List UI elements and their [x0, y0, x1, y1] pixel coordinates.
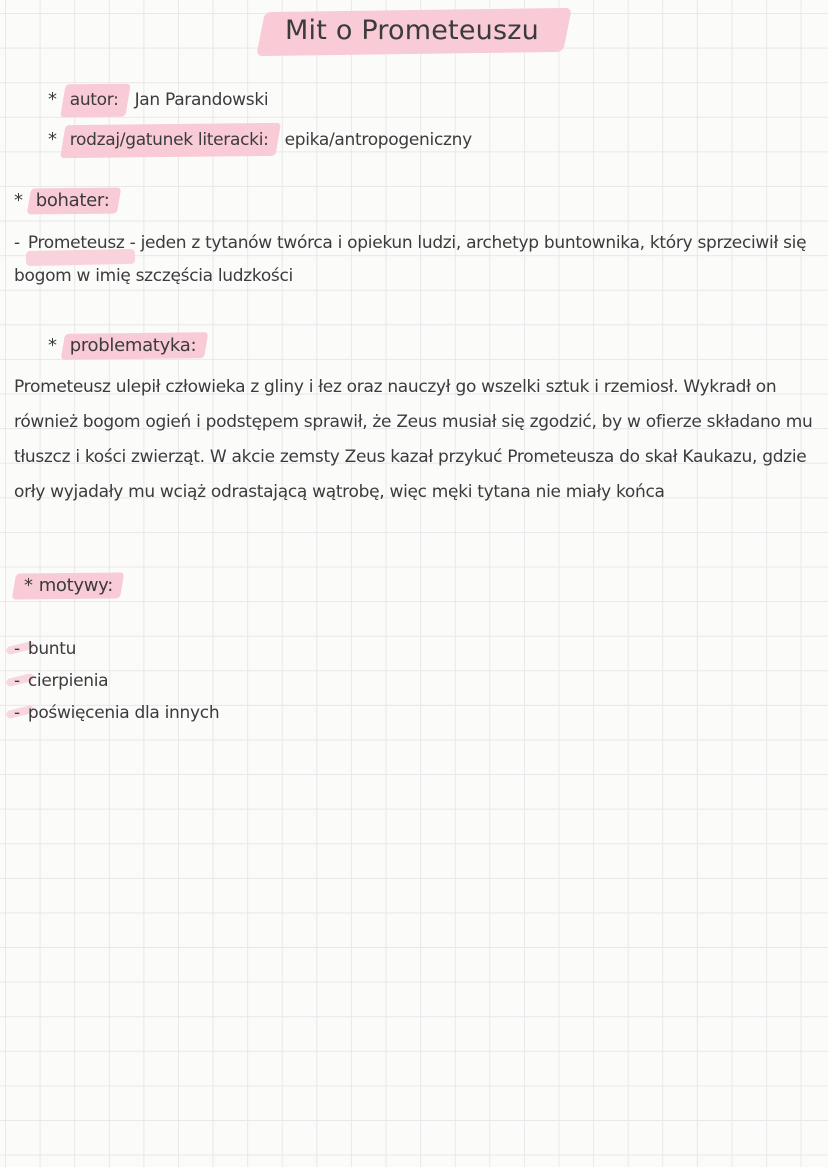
asterisk-marker: * [48, 335, 57, 356]
author-line [48, 84, 472, 124]
list-item [14, 636, 219, 668]
motifs-list [14, 636, 219, 732]
genre-label: rodzaj/gatunek literacki: [69, 130, 269, 150]
motif-label: poświęcenia dla innych [27, 703, 220, 723]
dash-marker: - [14, 703, 20, 723]
author-label-highlight [63, 84, 128, 117]
meta-block [48, 84, 472, 164]
issues-heading-highlight [63, 333, 206, 359]
author-value: Jan Parandowski [134, 90, 269, 110]
asterisk-marker: * [24, 575, 33, 596]
motifs-heading: motywy: [38, 575, 113, 596]
genre-line [48, 124, 472, 164]
hero-description: - jeden z tytanów twórca i opiekun ludzi, archetyp buntownika, który sprzeciwił się bogom w imię szczęścia ludzkości [14, 233, 807, 286]
dash-marker: - [14, 671, 20, 691]
genre-label-highlight [63, 124, 278, 157]
title-row [0, 10, 828, 54]
asterisk-marker: * [14, 190, 23, 211]
list-item [14, 668, 219, 700]
asterisk-marker: * [48, 89, 57, 110]
author-label: autor: [69, 90, 119, 110]
motif-label: buntu [27, 639, 77, 659]
motif-label: cierpienia [27, 671, 109, 691]
title-highlight [261, 10, 567, 54]
list-item [14, 700, 219, 732]
hero-name: Prometeusz [27, 233, 125, 253]
dash-marker: - [14, 639, 20, 659]
dash-marker: - [14, 233, 20, 253]
hero-heading: bohater: [35, 190, 110, 211]
hero-heading-line [14, 188, 118, 214]
genre-value: epika/antropogeniczny [284, 130, 472, 150]
issues-paragraph: Prometeusz ulepił człowieka z gliny i łez oraz nauczył go wszelki sztuk i rzemiosł. Wykradł on również bogom ogień i podstępem sprawił, że Zeus musiał się zgodzić, by w ofierze składano mu tłuszcz i kości zwierząt. W akcie zemsty Zeus kazał przykuć Prometeusza do skał Kaukazu, gdzie orły wyjadały mu wciąż odrastającą wątrobę, więc męki tytana nie miały końca [14, 377, 813, 502]
page-title: Mit o Prometeuszu [285, 15, 539, 46]
issues-heading: problematyka: [69, 335, 197, 356]
motifs-heading-highlight [14, 573, 122, 599]
hero-description-paragraph [14, 227, 814, 293]
issues-heading-line [48, 333, 205, 359]
hero-heading-highlight [29, 188, 119, 214]
asterisk-marker: * [48, 129, 57, 150]
motifs-heading-line [14, 573, 122, 599]
